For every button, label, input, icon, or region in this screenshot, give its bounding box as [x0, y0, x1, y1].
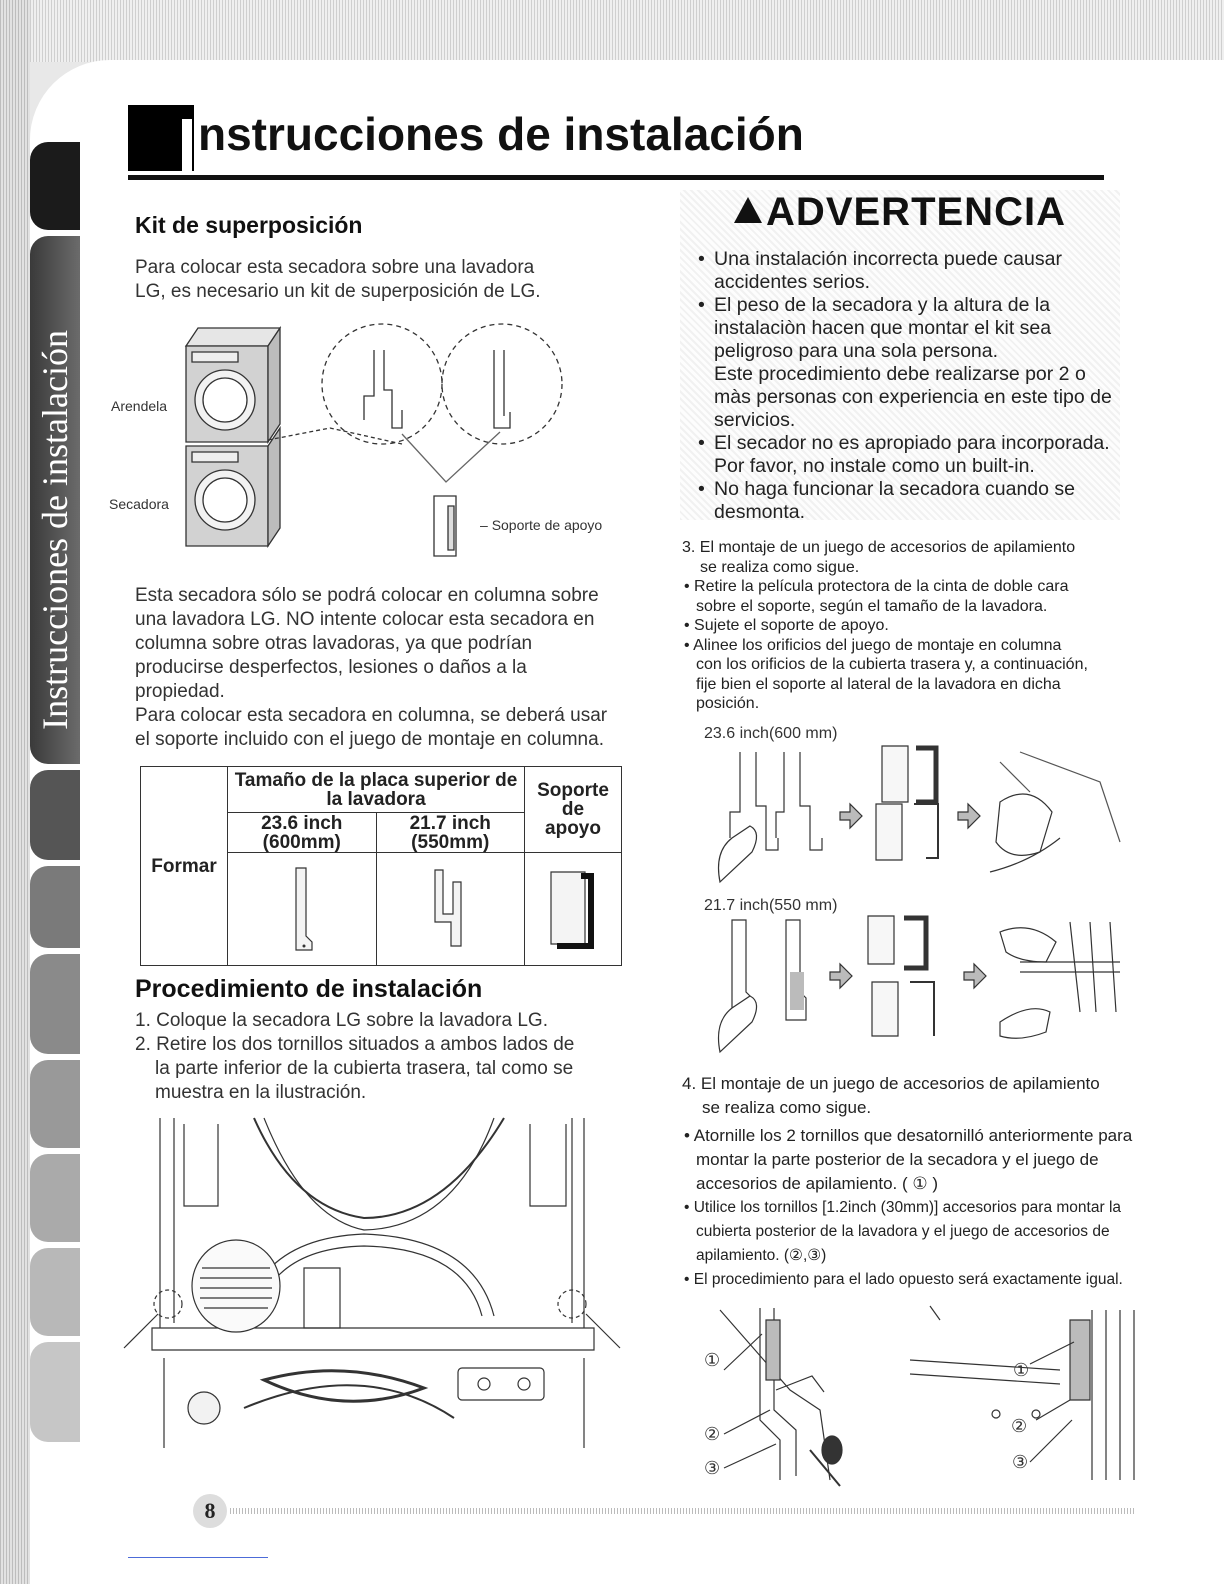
- callout-2b: ②: [1011, 1416, 1028, 1436]
- bracket-550-figure: [700, 912, 1130, 1062]
- warning-item: • El peso de la secadora y la altura de la instalaciòn hacen que montar el kit sea peligroso para una sola persona. Este procedimiento debe realizarse por 2 o màs personas con experiencia en este tipo de servicios.: [690, 294, 1120, 432]
- callout-2: ②: [704, 1424, 721, 1444]
- back-cover-figure: [124, 1118, 624, 1448]
- washer-label: Arendela: [111, 398, 168, 414]
- side-tab-4[interactable]: [30, 866, 80, 948]
- side-tab-label: Instrucciones de instalación: [35, 330, 75, 730]
- table-size-b: 21.7 inch (550mm): [376, 813, 525, 853]
- support-bracket-icon: [543, 862, 603, 952]
- table-header-support: Soporte de apoyo: [525, 767, 622, 853]
- bracket-b-icon: [425, 862, 475, 952]
- callout-3: ③: [704, 1458, 721, 1478]
- page-frame-left: [0, 0, 30, 1584]
- table-size-a: 23.6 inch (600mm): [228, 813, 377, 853]
- side-tab-6[interactable]: [30, 1060, 80, 1148]
- warning-item: • Una instalación incorrecta puede causar accidentes serios.: [690, 248, 1120, 294]
- warning-title: ADVERTENCIA: [680, 190, 1120, 235]
- title-initial-block: [128, 105, 194, 171]
- page-number: 8: [193, 1494, 227, 1528]
- procedure-heading: Procedimiento de instalación: [135, 975, 483, 1003]
- footer-link-line: [128, 1557, 268, 1558]
- callout-1: ①: [704, 1350, 721, 1370]
- step4-text: 4. El montaje de un juego de accesorios de apilamiento se realiza como sigue. • Atornille los 2 tornillos que desatornilló anteriormente para montar la parte posterior de la secadora y el juego de accesorios de apilamiento. ( ① ) • Utilice los tornillos [1.2inch (30mm)] accesorios para montar la cubierta posterior de la lavadora y el juego de accesorios de apilamiento. (②,③) • El procedimiento para el lado opuesto será exactamente igual.: [682, 1072, 1142, 1292]
- kit-intro: Para colocar esta secadora sobre una lavadora LG, es necesario un kit de superposición de LG.: [135, 257, 541, 302]
- kit-size-table: [140, 766, 622, 966]
- callout-3b: ③: [1012, 1452, 1029, 1472]
- table-row-label: Formar: [141, 767, 228, 966]
- screw-assembly-figure: [700, 1300, 1140, 1490]
- dryer-label: Secadora: [109, 496, 169, 512]
- side-tab-9[interactable]: [30, 1342, 80, 1442]
- bracket-a-icon: [282, 862, 322, 952]
- page-title: [128, 105, 1104, 180]
- page-title-text: nstrucciones de instalación: [198, 108, 804, 160]
- table-shape-b: [376, 853, 525, 966]
- table-shape-support: [525, 853, 622, 966]
- table-shape-a: [228, 853, 377, 966]
- page-frame-top: [0, 0, 1224, 62]
- bracket-600-figure: [700, 742, 1130, 892]
- warning-item: • No haga funcionar la secadora cuando se desmonta.: [690, 478, 1120, 524]
- side-tab-5[interactable]: [30, 954, 80, 1054]
- footer-rule: [230, 1508, 1134, 1514]
- fig-label-600: 23.6 inch(600 mm): [704, 725, 838, 742]
- warning-list: [690, 248, 1120, 524]
- side-tab-3[interactable]: [30, 770, 80, 860]
- column-text: Esta secadora sólo se podrá colocar en columna sobre una lavadora LG. NO intente colocar esta secadora en columna sobre otras lavadoras, ya que podrían producirse desperfectos, lesiones o daños a la propiedad. Para colocar esta secadora en columna, se deberá usar el soporte incluido con el juego de montaje en columna.: [135, 585, 608, 750]
- kit-heading: Kit de superposición: [135, 212, 363, 238]
- fig-label-550: 21.7 inch(550 mm): [704, 897, 838, 914]
- bracket-label: – Soporte de apoyo: [480, 517, 603, 533]
- warning-icon: [734, 197, 762, 223]
- procedure-steps: 1. Coloque la secadora LG sobre la lavadora LG. 2. Retire los dos tornillos situados a ambos lados de la parte inferior de la cubierta trasera, tal como se muestra en la ilustración.: [135, 1010, 575, 1103]
- callout-1b: ①: [1013, 1360, 1030, 1380]
- warning-box: [680, 190, 1120, 523]
- side-tab-8[interactable]: [30, 1248, 80, 1336]
- warning-item: • El secador no es apropiado para incorporada. Por favor, no instale como un built-in.: [690, 432, 1120, 478]
- step3-text: 3. El montaje de un juego de accesorios de apilamiento se realiza como sigue. • Retire la película protectora de la cinta de doble cara sobre el soporte, según el tamaño de la lavadora. • Sujete el soporte de apoyo. • Alinee los orificios del juego de montaje en columna con los orificios de la cubierta trasera y, a continuación, fije bien el soporte al lateral de la lavadora en dicha posición.: [682, 538, 1132, 714]
- side-tab-7[interactable]: [30, 1154, 80, 1242]
- table-header-plate: Tamaño de la placa superior de la lavadora: [228, 767, 525, 813]
- side-tab-active[interactable]: [30, 142, 80, 230]
